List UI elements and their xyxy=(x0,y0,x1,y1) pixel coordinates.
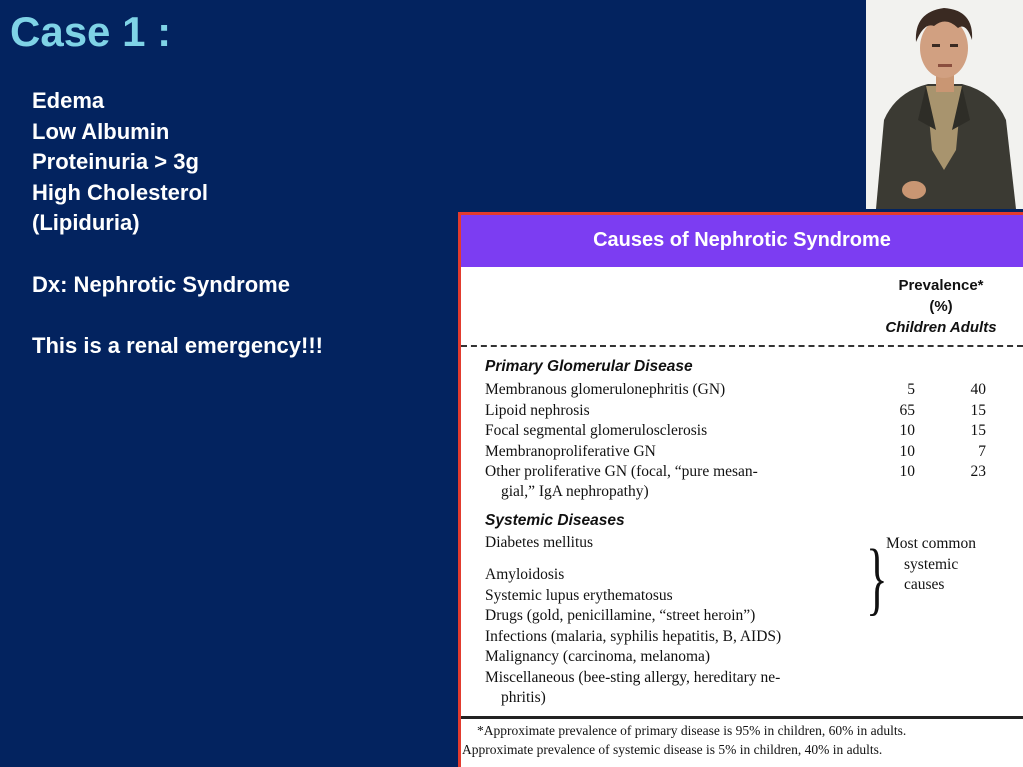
row-label: Other proliferative GN (focal, “pure mesan- xyxy=(485,463,758,480)
finding-line: Edema xyxy=(32,88,105,113)
presenter-illustration xyxy=(866,0,1023,209)
row-label: Focal segmental glomerulosclerosis xyxy=(485,422,708,439)
row-label: Diabetes mellitus xyxy=(485,534,594,551)
row-label: Drugs (gold, penicillamine, “street heroin”) xyxy=(485,607,756,624)
table-row xyxy=(485,401,1005,421)
adults-value: 23 xyxy=(970,463,986,480)
systemic-heading: Systemic Diseases xyxy=(485,512,625,529)
row-label-continued: gial,” IgA nephropathy) xyxy=(501,483,649,500)
children-value: 10 xyxy=(899,422,915,439)
row-label: Malignancy (carcinoma, melanoma) xyxy=(485,648,711,665)
primary-heading: Primary Glomerular Disease xyxy=(485,358,693,375)
list-item xyxy=(485,627,1005,647)
table-row xyxy=(485,380,1005,400)
row-label: Lipoid nephrosis xyxy=(485,401,590,419)
table-row xyxy=(485,462,1005,500)
row-label: Infections (malaria, syphilis hepatitis, B, AIDS) xyxy=(485,627,782,645)
header-divider xyxy=(461,345,1023,347)
finding-line: (Lipiduria) xyxy=(32,210,140,235)
children-value: 10 xyxy=(899,463,915,480)
diagnosis-line: Dx: Nephrotic Syndrome xyxy=(32,271,290,297)
unit-label: (%) xyxy=(929,298,953,315)
list-item xyxy=(485,647,1005,667)
col-adults: Adults xyxy=(949,319,997,336)
emergency-note: This is a renal emergency!!! xyxy=(32,333,323,358)
case-findings xyxy=(32,86,452,362)
children-value: 5 xyxy=(907,381,915,398)
presenter-photo xyxy=(866,0,1023,209)
list-item xyxy=(485,668,1005,706)
most-common-note xyxy=(886,534,1006,596)
common-note-line: systemic xyxy=(904,555,959,573)
row-label-continued: phritis) xyxy=(501,688,546,706)
col-children: Children xyxy=(885,319,947,336)
row-label: Miscellaneous (bee-sting allergy, hereditary ne- xyxy=(485,668,781,686)
adults-value: 15 xyxy=(970,422,986,439)
brace-icon: } xyxy=(866,532,888,623)
finding-line: High Cholesterol xyxy=(32,179,209,205)
finding-line: Low Albumin xyxy=(32,118,170,144)
finding-line: Proteinuria > 3g xyxy=(32,149,199,174)
slide-title: Case 1 : xyxy=(10,8,172,55)
adults-value: 15 xyxy=(970,401,986,419)
prevalence-label: Prevalence* xyxy=(898,277,984,294)
table-row xyxy=(485,442,1005,462)
table-title: Causes of Nephrotic Syndrome xyxy=(461,215,1023,267)
causes-table xyxy=(458,212,1023,767)
prevalence-header xyxy=(861,275,1021,338)
adults-value: 7 xyxy=(978,442,986,460)
footer-divider xyxy=(461,716,1023,719)
adults-value: 40 xyxy=(970,381,986,398)
row-label: Systemic lupus erythematosus xyxy=(485,586,673,604)
list-item xyxy=(485,606,1005,626)
children-value: 10 xyxy=(899,442,915,460)
common-note-line: Most common xyxy=(886,535,976,552)
footnote: Approximate prevalence of systemic disease is 5% in children, 40% in adults. xyxy=(462,742,883,757)
children-value: 65 xyxy=(899,401,915,419)
common-note-line: causes xyxy=(904,576,945,593)
table-row xyxy=(485,421,1005,441)
row-label: Membranoproliferative GN xyxy=(485,442,656,460)
row-label: Amyloidosis xyxy=(485,566,565,583)
footnote: *Approximate prevalence of primary disease is 95% in children, 60% in adults. xyxy=(477,723,907,738)
row-label: Membranous glomerulonephritis (GN) xyxy=(485,381,726,398)
